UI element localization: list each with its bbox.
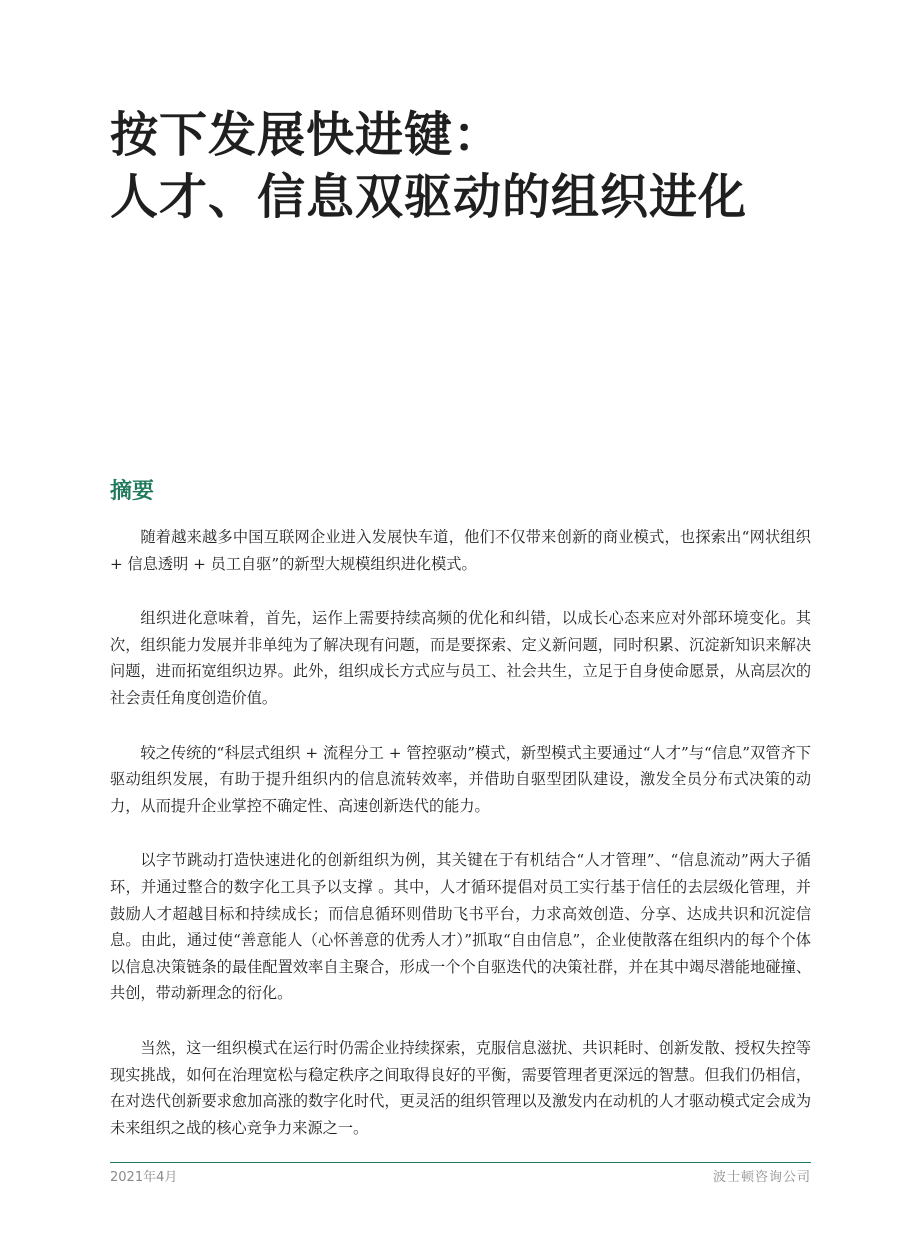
title-line-2: 人才、信息双驱动的组织进化 bbox=[110, 169, 748, 225]
abstract-body bbox=[110, 524, 811, 1169]
abstract-paragraph-1: 随着越来越多中国互联网企业进入发展快车道，他们不仅带来创新的商业模式，也探索出“网状组织 + 信息透明 + 员工自驱”的新型大规模组织进化模式。 bbox=[110, 528, 811, 573]
document-title bbox=[110, 104, 830, 228]
footer-divider bbox=[110, 1162, 811, 1163]
abstract-paragraph-2: 组织进化意味着，首先，运作上需要持续高频的优化和纠错，以成长心态来应对外部环境变化。其次，组织能力发展并非单纯为了解决现有问题，而是要探索、定义新问题，同时积累、沉淀新知识来解决问题，进而拓宽组织边界。此外，组织成长方式应与员工、社会共生，立足于自身使命愿景，从高层次的社会责任角度创造价值。 bbox=[110, 609, 811, 707]
abstract-paragraph-5: 当然，这一组织模式在运行时仍需企业持续探索，克服信息滋扰、共识耗时、创新发散、授权失控等现实挑战，如何在治理宽松与稳定秩序之间取得良好的平衡，需要管理者更深远的智慧。但我们仍相信，在对迭代创新要求愈加高涨的数字化时代，更灵活的组织管理以及激发内在动机的人才驱动模式定会成为未来组织之战的核心竞争力来源之一。 bbox=[110, 1038, 811, 1137]
abstract-heading: 摘要 bbox=[110, 478, 155, 504]
abstract-paragraph-4: 以字节跳动打造快速进化的创新组织为例，其关键在于有机结合“人才管理”、“信息流动”两大子循环，并通过整合的数字化工具予以支撑 。其中，人才循环提倡对员工实行基于信任的去层级化管理，并鼓励人才超越目标和持续成长；而信息循环则借助飞书平台，力求高效创造、分享、达成共识和沉淀信息。由此，通过使“善意能人（心怀善意的优秀人才）”抓取“自由信息”，企业使散落在组织内的每个个体以信息决策链条的最佳配置效率自主聚合，形成一个个自驱迭代的决策社群，并在其中竭尽潜能地碰撞、共创，带动新理念的衍化。 bbox=[110, 851, 811, 1003]
footer-date: 2021年4月 bbox=[110, 1170, 178, 1185]
title-line-1: 按下发展快进键： bbox=[110, 107, 503, 163]
footer-organization: 波士顿咨询公司 bbox=[712, 1170, 811, 1185]
abstract-paragraph-3: 较之传统的“科层式组织 + 流程分工 + 管控驱动”模式，新型模式主要通过“人才”与“信息”双管齐下驱动组织发展，有助于提升组织内的信息流转效率，并借助自驱型团队建设，激发全员分布式决策的动力，从而提升企业掌控不确定性、高速创新迭代的能力。 bbox=[110, 743, 811, 815]
